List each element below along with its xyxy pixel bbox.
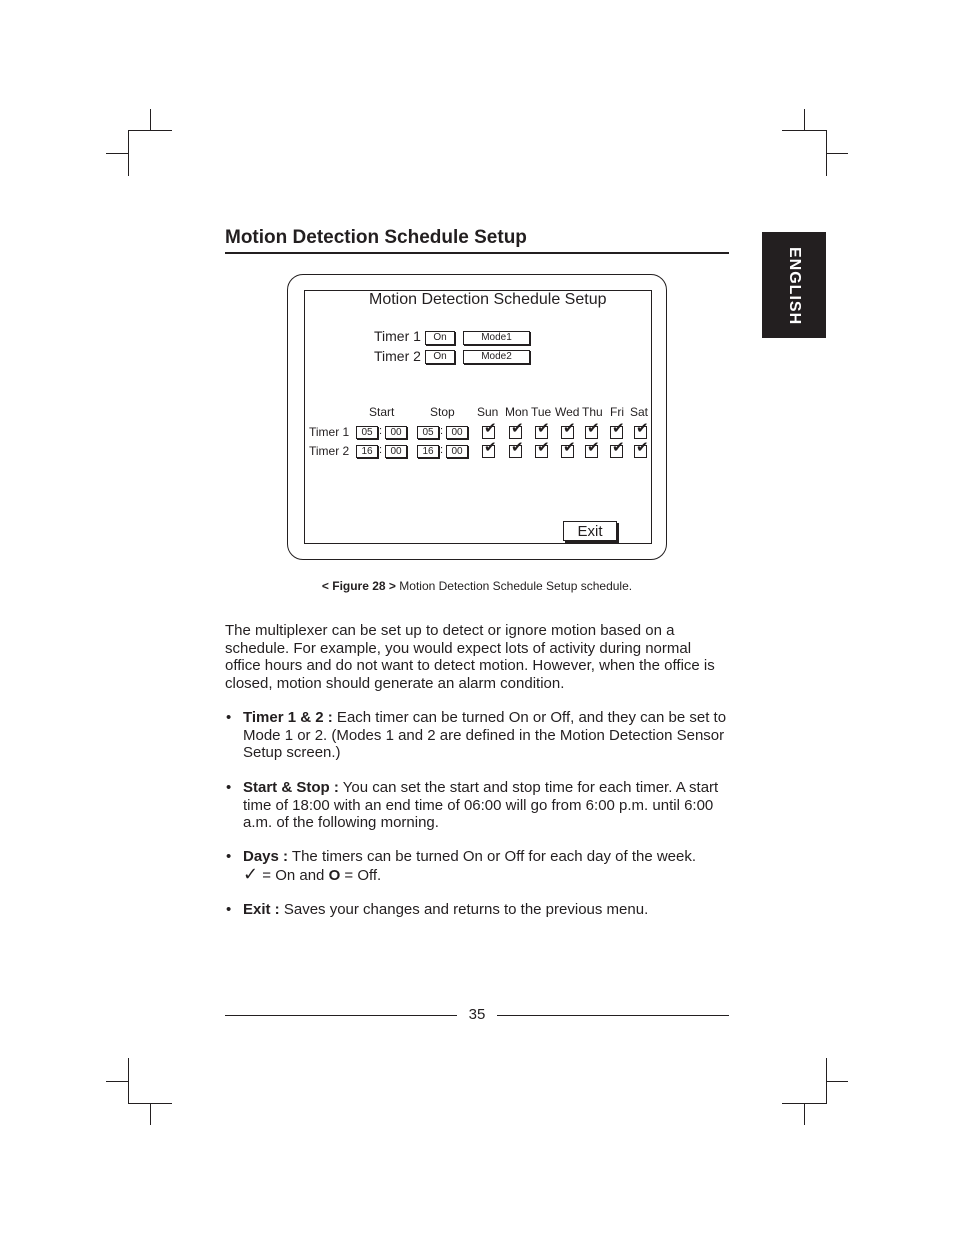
bullet-term: Timer 1 & 2 :	[243, 709, 333, 726]
crop-mark	[128, 130, 172, 131]
day-header-mon: Mon	[505, 405, 529, 419]
crop-mark	[826, 1058, 827, 1104]
row1-sat-checkbox[interactable]	[634, 420, 649, 439]
row2-start-hour[interactable]: 16	[356, 445, 378, 458]
crop-mark	[826, 1081, 848, 1082]
day-header-tue: Tue	[531, 405, 552, 419]
timer2-state-field[interactable]: On	[425, 350, 455, 364]
timer1-label: Timer 1	[374, 328, 421, 344]
off-legend-text: = Off.	[340, 866, 382, 884]
time-separator: :	[379, 444, 383, 456]
day-header-wed: Wed	[555, 405, 580, 419]
timer1-mode-field[interactable]: Mode1	[463, 331, 530, 345]
bullet-text: Saves your changes and returns to the previous menu.	[279, 901, 649, 918]
bullet-point: •	[226, 901, 232, 918]
section-title: Motion Detection Schedule Setup	[225, 227, 527, 248]
check-icon: ✔	[563, 439, 576, 456]
row2-mon-checkbox[interactable]	[509, 439, 524, 458]
row1-fri-checkbox[interactable]	[610, 420, 625, 439]
time-separator: :	[379, 425, 383, 437]
time-separator: :	[440, 444, 444, 456]
check-icon: ✔	[612, 420, 625, 437]
row1-mon-checkbox[interactable]	[509, 420, 524, 439]
crop-mark	[150, 109, 151, 131]
crop-mark	[804, 1103, 805, 1125]
crop-mark	[106, 153, 128, 154]
figure-number: < Figure 28 >	[321, 579, 396, 593]
start-header: Start	[369, 405, 395, 419]
row2-label: Timer 2	[309, 444, 350, 458]
language-tab-label: ENGLISH	[786, 246, 803, 326]
bullet-text: You can set the start and stop time for each timer. A start time of 18:00 with an end time of 06:00 will go from 6:00 p.m. until 6:00 a.m. of the following morning.	[243, 779, 719, 831]
timer1-state-field[interactable]: On	[425, 331, 455, 345]
row1-wed-checkbox[interactable]	[561, 420, 576, 439]
bullet-text: The timers can be turned On or Off for each day of the week.	[288, 848, 697, 865]
row2-fri-checkbox[interactable]	[610, 439, 625, 458]
day-header-sat: Sat	[630, 405, 649, 419]
language-tab	[762, 232, 826, 338]
row2-stop-hour[interactable]: 16	[417, 445, 439, 458]
timer2-mode-field[interactable]: Mode2	[463, 350, 530, 364]
row1-stop-minute[interactable]: 00	[446, 426, 468, 439]
page-number: 35	[468, 1006, 486, 1023]
check-icon: ✔	[612, 439, 625, 456]
bullet-point: •	[226, 779, 232, 796]
off-symbol: O	[328, 866, 341, 884]
day-header-thu: Thu	[582, 405, 603, 419]
title-underline	[225, 252, 729, 254]
day-header-sun: Sun	[477, 405, 499, 419]
crop-mark	[826, 153, 848, 154]
on-legend-text: = On and	[258, 866, 329, 884]
screen-title: Motion Detection Schedule Setup	[369, 291, 607, 308]
timer2-label: Timer 2	[374, 348, 421, 364]
check-icon: ✔	[511, 439, 524, 456]
crop-mark	[782, 130, 826, 131]
row2-sat-checkbox[interactable]	[634, 439, 649, 458]
crop-mark	[150, 1103, 151, 1125]
check-icon: ✔	[587, 439, 600, 456]
crop-mark	[106, 1081, 128, 1082]
row1-stop-hour[interactable]: 05	[417, 426, 439, 439]
bullet-term: Days :	[243, 848, 289, 865]
time-separator: :	[440, 425, 444, 437]
day-header-fri: Fri	[610, 405, 624, 419]
bullet-point: •	[226, 848, 232, 865]
bullet-term: Exit :	[243, 901, 280, 918]
intro-paragraph: The multiplexer can be set up to detect or ignore motion based on a schedule. For example, you would expect lots of activity during normal office hours and do not want to detect motion. However, when the office is closed, motion should generate an alarm condition.	[225, 622, 715, 692]
check-icon: ✔	[511, 420, 524, 437]
bullet-text: Each timer can be turned On or Off, and they can be set to Mode 1 or 2. (Modes 1 and 2 are defined in the Motion Detection Sensor Setup screen.)	[243, 709, 727, 761]
row2-wed-checkbox[interactable]	[561, 439, 576, 458]
bullet-term: Start & Stop :	[243, 779, 339, 796]
check-icon: ✔	[484, 420, 497, 437]
stop-header: Stop	[430, 405, 455, 419]
bullet-point: •	[226, 709, 232, 726]
row2-thu-checkbox[interactable]	[585, 439, 600, 458]
row1-start-minute[interactable]: 00	[385, 426, 407, 439]
check-icon: ✔	[636, 439, 649, 456]
row1-tue-checkbox[interactable]	[535, 420, 550, 439]
check-icon: ✔	[537, 439, 550, 456]
check-icon: ✔	[537, 420, 550, 437]
crop-mark	[128, 130, 129, 176]
row1-label: Timer 1	[309, 425, 350, 439]
footer-rule-right	[497, 1015, 729, 1016]
exit-button[interactable]: Exit	[563, 521, 617, 541]
footer-rule-left	[225, 1015, 457, 1016]
crop-mark	[804, 109, 805, 131]
check-mark-icon: ✓	[243, 863, 259, 884]
check-icon: ✔	[563, 420, 576, 437]
row1-sun-checkbox[interactable]	[482, 420, 497, 439]
row2-start-minute[interactable]: 00	[385, 445, 407, 458]
figure-caption-text: Motion Detection Schedule Setup schedule.	[395, 579, 633, 593]
figure-caption	[0, 579, 954, 593]
row1-start-hour[interactable]: 05	[356, 426, 378, 439]
row2-sun-checkbox[interactable]	[482, 439, 497, 458]
row2-stop-minute[interactable]: 00	[446, 445, 468, 458]
check-icon: ✔	[484, 439, 497, 456]
row1-thu-checkbox[interactable]	[585, 420, 600, 439]
check-icon: ✔	[587, 420, 600, 437]
crop-mark	[128, 1058, 129, 1104]
check-icon: ✔	[636, 420, 649, 437]
row2-tue-checkbox[interactable]	[535, 439, 550, 458]
